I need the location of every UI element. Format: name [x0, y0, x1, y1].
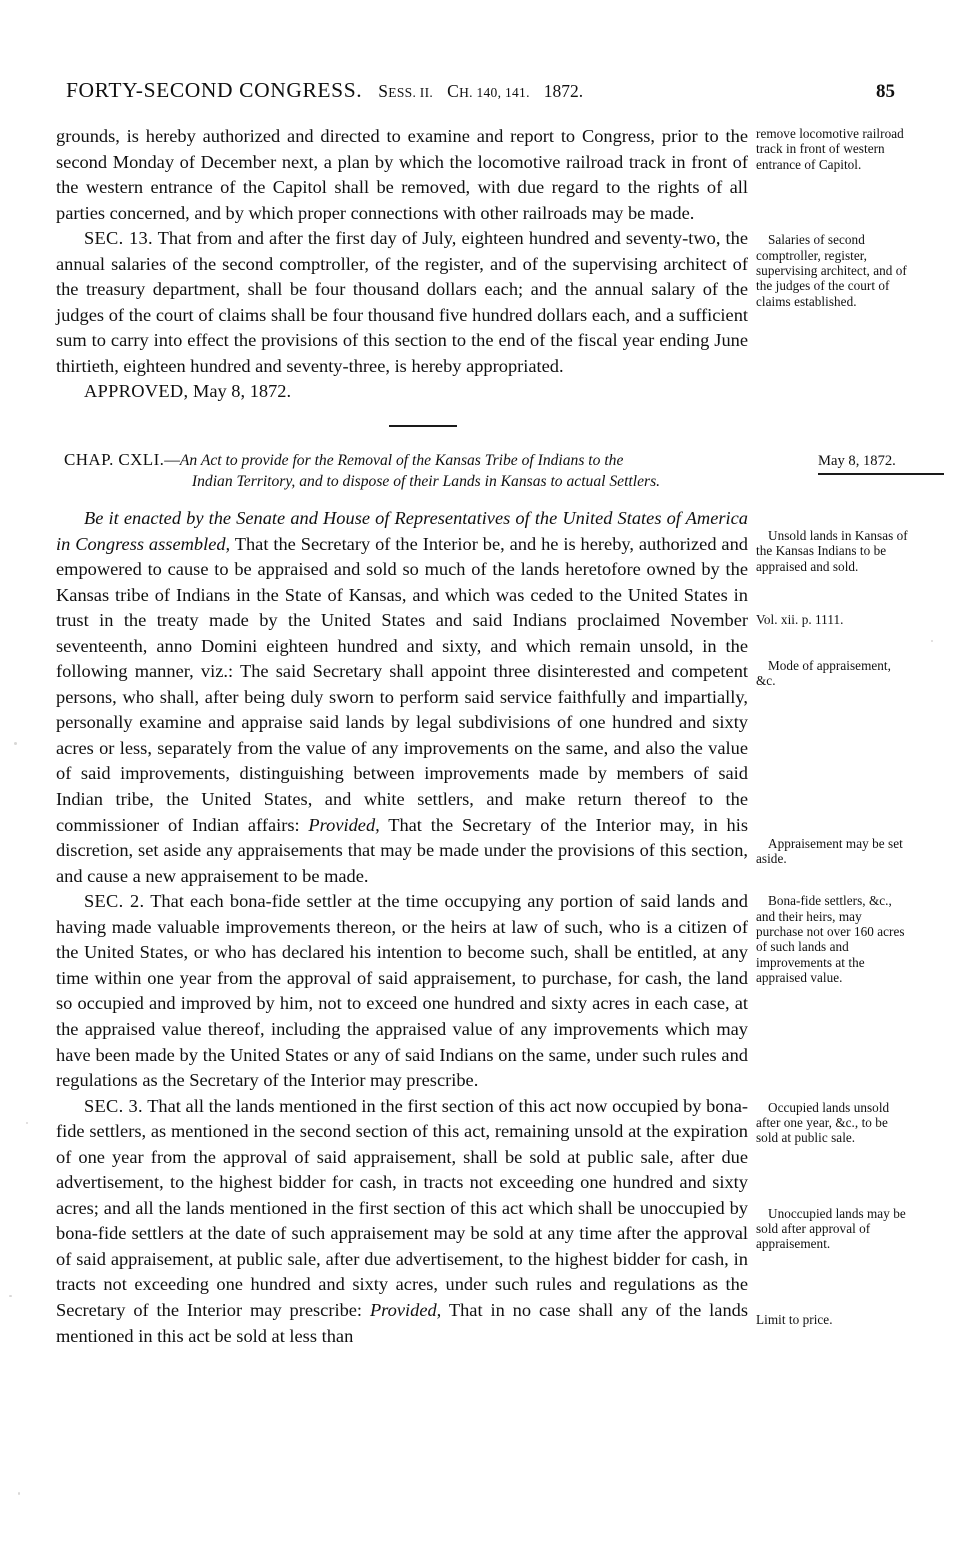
year-label: 1872. [543, 81, 584, 101]
margin-note-limit-to-price: Limit to price. [756, 1311, 833, 1327]
paper-speckle [18, 1492, 20, 1495]
margin-note-volume-reference: Vol. xii. p. 1111. [756, 612, 844, 628]
paragraph-section-3 [56, 1094, 748, 1349]
act-date-underline [818, 473, 944, 475]
session-label: SESS. II. [378, 81, 434, 101]
margin-note-appraisement-set-aside: Appraisement may be set aside. [756, 836, 903, 867]
block-approved [56, 379, 901, 405]
paragraph-section-1 [56, 506, 748, 889]
paper-speckle [26, 1122, 28, 1124]
paper-speckle [9, 1295, 12, 1297]
margin-note-remove-railroad: remove locomotive railroad track in front of western entrance of Capitol. [756, 126, 904, 172]
page-number: 85 [876, 81, 895, 102]
block-section-3 [56, 1094, 906, 1349]
section-2-label: SEC. 2. [84, 891, 145, 912]
section-1-proviso-text: That the Secretary of the Interior may, in his discretion, set aside any appraisements that may be made under the provisions of this section, and cause a new appraisement to be made. [56, 814, 748, 886]
paper-speckle [14, 742, 17, 745]
running-head-left [66, 78, 583, 103]
block-section-1 [56, 506, 908, 889]
block-chapter-heading [56, 449, 901, 492]
block-section-13 [56, 226, 907, 379]
paragraph-continuation [56, 124, 748, 226]
section-13-text: That from and after the first day of July, eighteen hundred and seventy-two, the annual salaries of the second comptroller, of the register, and of the supervising architect of the treasury department, shall be four thousand dollars each; and the annual salary of the judges of the court of claims shall be four thousand five hundred dollars each, and a sufficient sum to carry into effect the provisions of this section to the end of the fiscal year ending June thirtieth, eighteen hundred and seventy-three, is hereby appropriated. [56, 228, 749, 376]
margin-note-mode-of-appraisement: Mode of appraisement, &c. [756, 658, 891, 689]
section-1-proviso-label: Provided, [308, 814, 380, 835]
chapter-number: CHAP. CXLI. [64, 450, 165, 470]
paragraph-section-2 [56, 889, 748, 1093]
block-section-2 [56, 889, 905, 1093]
act-date-text: May 8, 1872. [818, 453, 896, 470]
running-head [66, 78, 897, 112]
section-3-proviso-text: That in no case shall any of the lands mentioned in this act be sold at less than [56, 1299, 749, 1346]
continuation-text: grounds, is hereby authorized and directed to examine and report to Congress, prior to the second Monday of December next, a plan by which the locomotive railroad track in front of the western entrance of the Capitol shall be removed, with due regard to the rights of all parties concerned, and by which proper connections with other railroads may be made. [56, 126, 748, 223]
page-body [56, 124, 908, 1349]
margin-note-salaries: Salaries of second comptroller, register, supervising architect, and of the judges of the court of claims established. [756, 232, 907, 309]
section-1-paragraph [56, 506, 748, 889]
margin-note-occupied-lands: Occupied lands unsold after one year, &c., to be sold at public sale. [756, 1099, 890, 1146]
chapter-title-part-1: An Act to provide for the Removal of the Kansas Tribe of Indians to the [179, 452, 624, 470]
margin-note-unsold-lands: Unsold lands in Kansas of the Kansas Indians to be appraised and sold. [756, 528, 908, 574]
section-divider-rule [389, 425, 457, 427]
section-1-text: That the Secretary of the Interior be, and he is hereby, authorized and empowered to cause to be appraised and sold so much of the lands heretofore owned by the Kansas tribe of Indians in the State of Kansas, and which was ceded to the United States in trust in the treaty made by the United States and said Indians proclaimed November seventeenth, anno Domini eighteen hundred and sixty, and which remain unsold, in the following manner, viz.: The said Secretary shall appoint three disinterested and competent persons, who shall, after being duly sworn to perform said service faithfully and impartially, personally examine and appraise said lands by legal subdivisions of one hundred and sixty acres or less, separately from the value of any improvements on the same, and also the value of said improvements, distinguishing between improvements made by members of said Indian tribe, the United States, and white settlers, and make return thereof to the commissioner of Indian affairs: [56, 533, 748, 835]
divider-container [56, 405, 901, 449]
section-2-text: That each bona-fide settler at the time occupying any portion of said lands and having made valuable improvements thereon, or the heirs at law of such, who is a citizen of the United States, or who has declared his intention to become such, shall be entitled, at any time within one year from the approval of said appraisement, to purchase, for cash, the land so occupied and improved by him, not to exceed one hundred and sixty acres in each case, at the appraised value thereof, including the appraised value of any improvements which may have been made by the United States or any of said Indians on the same, under such rules and regulations as the Secretary of the Interior may prescribe. [56, 891, 748, 1091]
congress-title: FORTY-SECOND CONGRESS. [66, 78, 363, 102]
paragraph-section-13 [56, 226, 748, 379]
enacting-clause: Be it enacted by the Senate and House of Representatives of the United States of America in Congress assembled, [56, 508, 748, 554]
paper-speckle [931, 640, 933, 642]
section-3-label: SEC. 3. [84, 1095, 143, 1116]
chapter-heading-line-2 [56, 471, 756, 492]
approved-paragraph [56, 379, 748, 405]
chapter-dash: — [164, 452, 180, 470]
chapter-label: CH. 140, 141. [447, 81, 530, 101]
margin-note-bona-fide-settlers: Bona-fide settlers, &c., and their heirs, may purchase not over 160 acres of such lands and improvements at the appraised value. [756, 893, 905, 986]
section-13-label: SEC. 13. [84, 228, 153, 249]
approved-date: May 8, 1872. [193, 381, 292, 402]
section-3-paragraph [56, 1094, 748, 1349]
section-2-paragraph [56, 889, 748, 1093]
section-13-paragraph [56, 226, 748, 379]
block-continuation [56, 124, 904, 226]
chapter-title-part-2: Indian Territory, and to dispose of their Lands in Kansas to actual Settlers. [191, 473, 661, 491]
paragraph-approved [56, 379, 748, 405]
margin-note-act-date [818, 453, 957, 475]
chapter-heading [56, 449, 756, 492]
approved-label: APPROVED, [84, 381, 189, 402]
section-3-proviso-label: Provided, [369, 1299, 442, 1320]
section-3-text: That all the lands mentioned in the first section of this act now occupied by bona-fide settlers, as mentioned in the second section of this act, remaining unsold at the expiration of one year from the approval of said appraisement, shall be sold at public sale, after due advertisement, to the highest bidder for cash, in tracts not exceeding one hundred and sixty acres; and all the lands mentioned in the first section of this act which shall be unoccupied by bona-fide settlers at the date of such appraisement may be sold at any time after the approval of said appraisement, at public sale, after due advertisement, to the highest bidder for cash, in tracts not exceeding one hundred and sixty acres, under such rules and regulations as the Secretary of the Interior may prescribe: [56, 1095, 749, 1320]
chapter-heading-line-1 [56, 449, 756, 471]
margin-note-unoccupied-lands: Unoccupied lands may be sold after approval of appraisement. [756, 1205, 906, 1252]
